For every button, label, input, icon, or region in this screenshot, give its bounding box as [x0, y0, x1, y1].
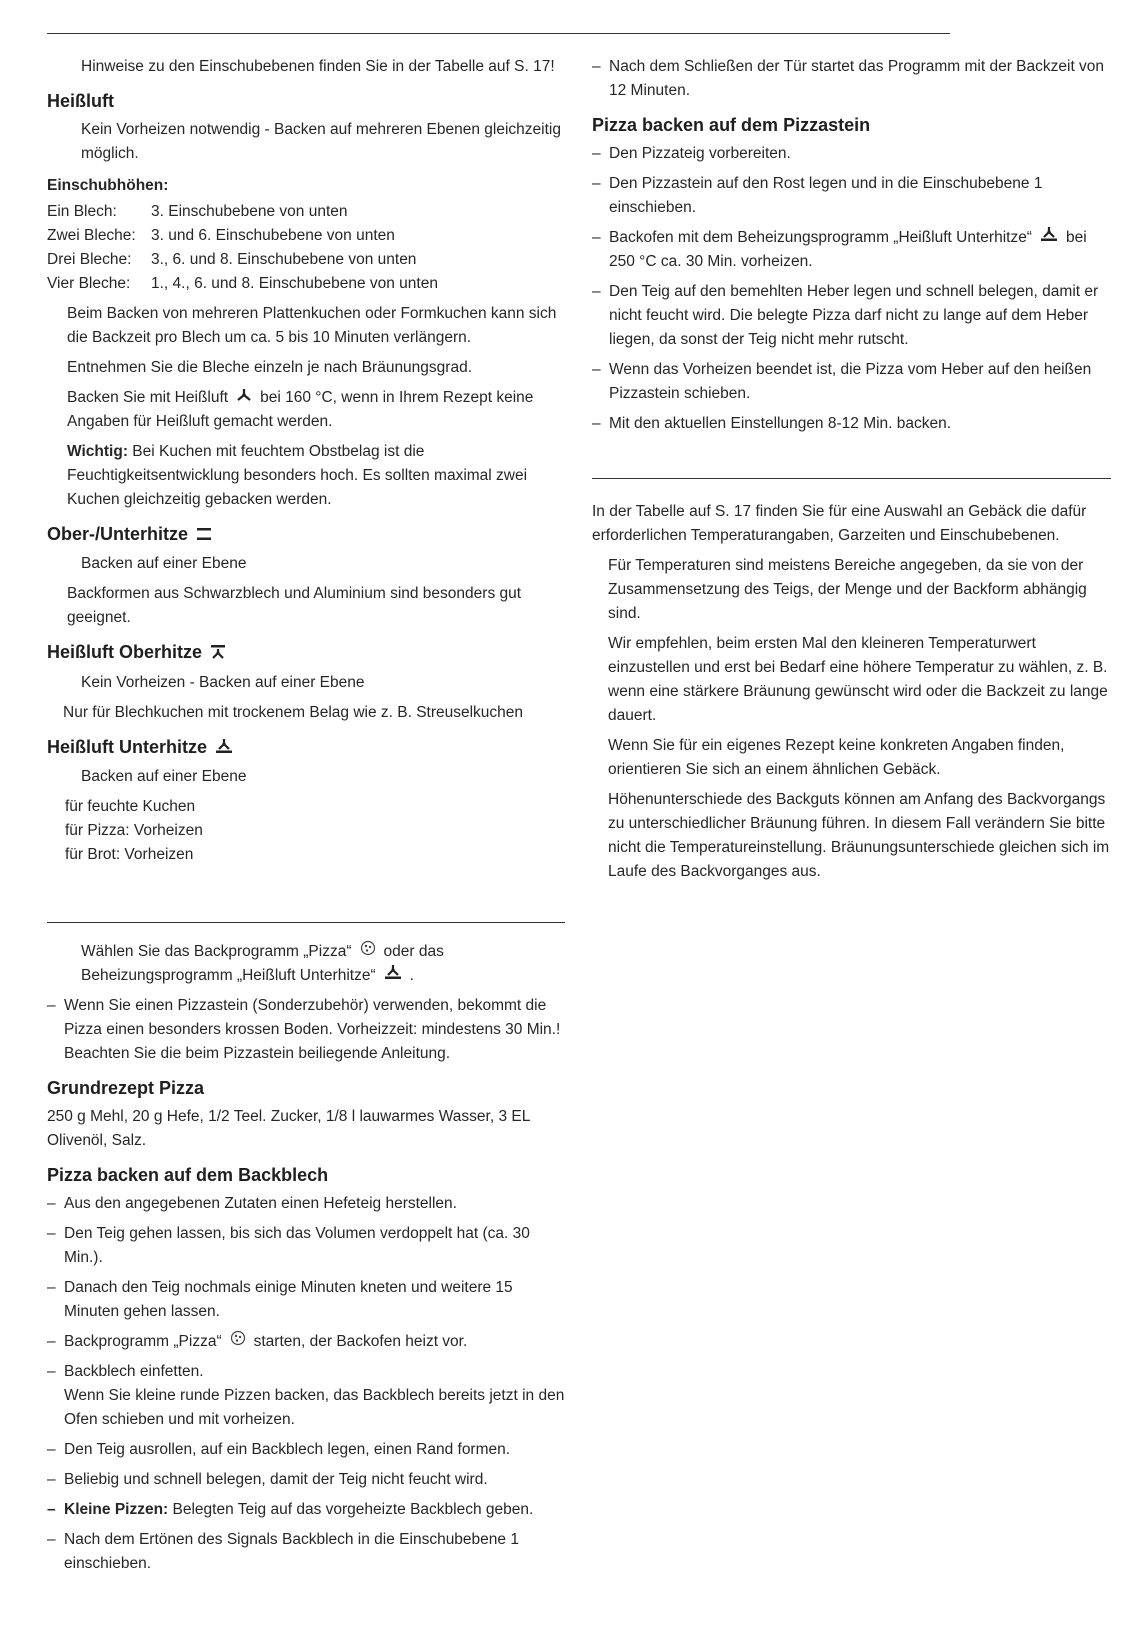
list-item: – Den Teig ausrollen, auf ein Backblech legen, einen Rand formen.	[47, 1441, 511, 1459]
heissluft-para-1: Beim Backen von mehreren Plattenkuchen oder Formkuchen kann sich die Backzeit pro Blech um ca. 5 bis 10 Minuten verlängern.	[67, 305, 557, 346]
right-column-bottom	[592, 500, 1116, 890]
heissober-text: Kein Vorheizen - Backen auf einer Ebene	[81, 673, 365, 691]
grundrezept-heading: Grundrezept Pizza	[47, 1078, 205, 1099]
right-section-rule	[592, 478, 1111, 479]
list-item: – Den Teig auf den bemehlten Heber legen und schnell belegen, damit er nicht feucht wird. Die belegte Pizza darf nicht zu lange auf dem Heber liegen, da sonst der Teig nicht mehr rutscht.	[592, 283, 1099, 349]
list-item: – Den Pizzastein auf den Rost legen und in die Einschubebene 1 einschieben.	[592, 175, 1043, 216]
heissober-para: Nur für Blechkuchen mit trockenem Belag wie z. B. Streuselkuchen	[63, 703, 524, 721]
heissunter-text: Backen auf einer Ebene	[81, 767, 247, 785]
einschub-row: Zwei Bleche: 3. und 6. Einschubebene von unten	[47, 227, 395, 244]
heissunter-heading: Heißluft Unterhitze	[47, 735, 572, 760]
left-section-rule	[47, 922, 565, 923]
oberunter-para: Backformen aus Schwarzblech und Aluminium sind besonders gut geeignet.	[67, 585, 522, 627]
heissluft-para-4: Wichtig: Bei Kuchen mit feuchtem Obstbelag ist die Feuchtigkeitsentwicklung besonders hoch. Es sollten maximal zwei Kuchen gleichzeitig gebacken werden.	[67, 443, 528, 509]
list-item: – Danach den Teig nochmals einige Minuten kneten und weitere 15 Minuten gehen lassen.	[47, 1279, 513, 1321]
fan-bottom-heat-icon	[1040, 226, 1058, 250]
table-para-5: Höhenunterschiede des Backguts können am Anfang des Backvorgangs zu unterschiedlicher Bräunung führen. In diesem Fall verändern Sie bitte nicht die Temperatureinstellung. Bräunungsunterschiede gleichen sich im Laufe des Backvorganges aus.	[608, 791, 1110, 880]
heissluft-heading: Heißluft	[47, 91, 114, 111]
pizzastein-note: – Wenn Sie einen Pizzastein (Sonderzubehör) verwenden, bekommt die Pizza einen besonders krossen Boden. Vorheizzeit: mindestens 30 Min.! Beachten Sie die beim Pizzastein beiliegende Anleitung.	[47, 997, 561, 1063]
heissunter-lines	[47, 795, 572, 867]
intro-note: Hinweise zu den Einschubebenen finden Sie in der Tabelle auf S. 17!	[81, 58, 555, 75]
grundrezept-text: 250 g Mehl, 20 g Hefe, 1/2 Teel. Zucker, 1/8 l lauwarmes Wasser, 3 EL Olivenöl, Salz.	[47, 1108, 530, 1150]
table-para-3: Wir empfehlen, beim ersten Mal den kleineren Temperaturwert einzustellen und erst bei Bedarf eine höhere Temperatur zu wählen, z. B. wenn eine stärkere Bräunung gewünscht wird oder die Backzeit zu lange dauert.	[608, 635, 1108, 724]
backblech-heading: Pizza backen auf dem Backblech	[47, 1165, 329, 1186]
list-item: für feuchte Kuchen	[65, 797, 196, 815]
einschub-row: Drei Bleche: 3., 6. und 8. Einschubebene von unten	[47, 251, 417, 268]
heissluft-para-2: Entnehmen Sie die Bleche einzeln je nach Bräunungsgrad.	[67, 359, 472, 376]
heissober-heading: Heißluft Oberhitze	[47, 640, 572, 665]
list-item: – Nach dem Ertönen des Signals Backblech in die Einschubebene 1 einschieben.	[47, 1531, 519, 1573]
list-item: – Den Pizzateig vorbereiten.	[592, 145, 791, 162]
list-item: – Aus den angegebenen Zutaten einen Hefeteig herstellen.	[47, 1195, 457, 1213]
oberunter-text: Backen auf einer Ebene	[81, 555, 247, 573]
top-bottom-heat-icon	[196, 523, 212, 547]
list-item: für Pizza: Vorheizen	[65, 821, 203, 839]
einschub-row: Ein Blech: 3. Einschubebene von unten	[47, 203, 348, 220]
list-item: – Nach dem Schließen der Tür startet das Programm mit der Backzeit von 12 Minuten.	[592, 58, 1105, 99]
right-column-top	[592, 55, 1114, 442]
fan-icon	[236, 386, 252, 410]
list-item: – Backofen mit dem Beheizungsprogramm „Heißluft Unterhitze“ bei 250 °C ca. 30 Min. vorheizen.	[592, 226, 1114, 274]
pizza-intro: Wählen Sie das Backprogramm „Pizza“ oder das Beheizungsprogramm „Heißluft Unterhitze“ .	[47, 940, 567, 988]
fan-top-heat-icon	[210, 642, 226, 666]
table-para-4: Wenn Sie für ein eigenes Rezept keine konkreten Angaben finden, orientieren Sie sich an einem ähnlichen Gebäck.	[608, 737, 1065, 778]
list-item: für Brot: Vorheizen	[65, 845, 194, 863]
left-column-top	[47, 55, 572, 867]
heissluft-para-3: Backen Sie mit Heißluft bei 160 °C, wenn in Ihrem Rezept keine Angaben für Heißluft gemacht werden.	[47, 386, 572, 434]
pizza-icon	[360, 940, 376, 964]
list-item: – Backprogramm „Pizza“ starten, der Backofen heizt vor.	[47, 1330, 567, 1354]
table-para-2: Für Temperaturen sind meistens Bereiche angegeben, da sie von der Zusammensetzung des Teigs, der Menge und der Backform abhängig sind.	[608, 557, 1087, 622]
left-column-bottom	[47, 940, 567, 1582]
table-para-1: In der Tabelle auf S. 17 finden Sie für eine Auswahl an Gebäck die dafür erforderlichen Temperaturangaben, Garzeiten und Einschubebenen.	[592, 503, 1087, 544]
top-rule	[47, 33, 950, 34]
oberunter-heading: Ober-/Unterhitze	[47, 522, 572, 547]
pizza-icon	[230, 1330, 246, 1354]
pizzastein-heading: Pizza backen auf dem Pizzastein	[592, 115, 871, 135]
list-item: – Den Teig gehen lassen, bis sich das Volumen verdoppelt hat (ca. 30 Min.).	[47, 1225, 530, 1267]
list-item: – Wenn das Vorheizen beendet ist, die Pizza vom Heber auf den heißen Pizzastein schieben.	[592, 361, 1092, 403]
einschub-heading: Einschubhöhen:	[47, 177, 169, 194]
fan-bottom-heat-icon	[384, 964, 402, 988]
einschub-row: Vier Bleche: 1., 4., 6. und 8. Einschubebene von unten	[47, 275, 438, 292]
list-item: – Kleine Pizzen: Belegten Teig auf das vorgeheizte Backblech geben.	[47, 1501, 534, 1519]
fan-bottom-heat-icon	[215, 736, 233, 760]
heissluft-text: Kein Vorheizen notwendig - Backen auf mehreren Ebenen gleichzeitig möglich.	[81, 121, 561, 162]
list-item: – Backblech einfetten. Wenn Sie kleine runde Pizzen backen, das Backblech bereits jetzt in den Ofen schieben und mit vorheizen.	[47, 1363, 565, 1429]
list-item: – Mit den aktuellen Einstellungen 8-12 Min. backen.	[592, 415, 952, 433]
list-item: – Beliebig und schnell belegen, damit der Teig nicht feucht wird.	[47, 1471, 488, 1489]
